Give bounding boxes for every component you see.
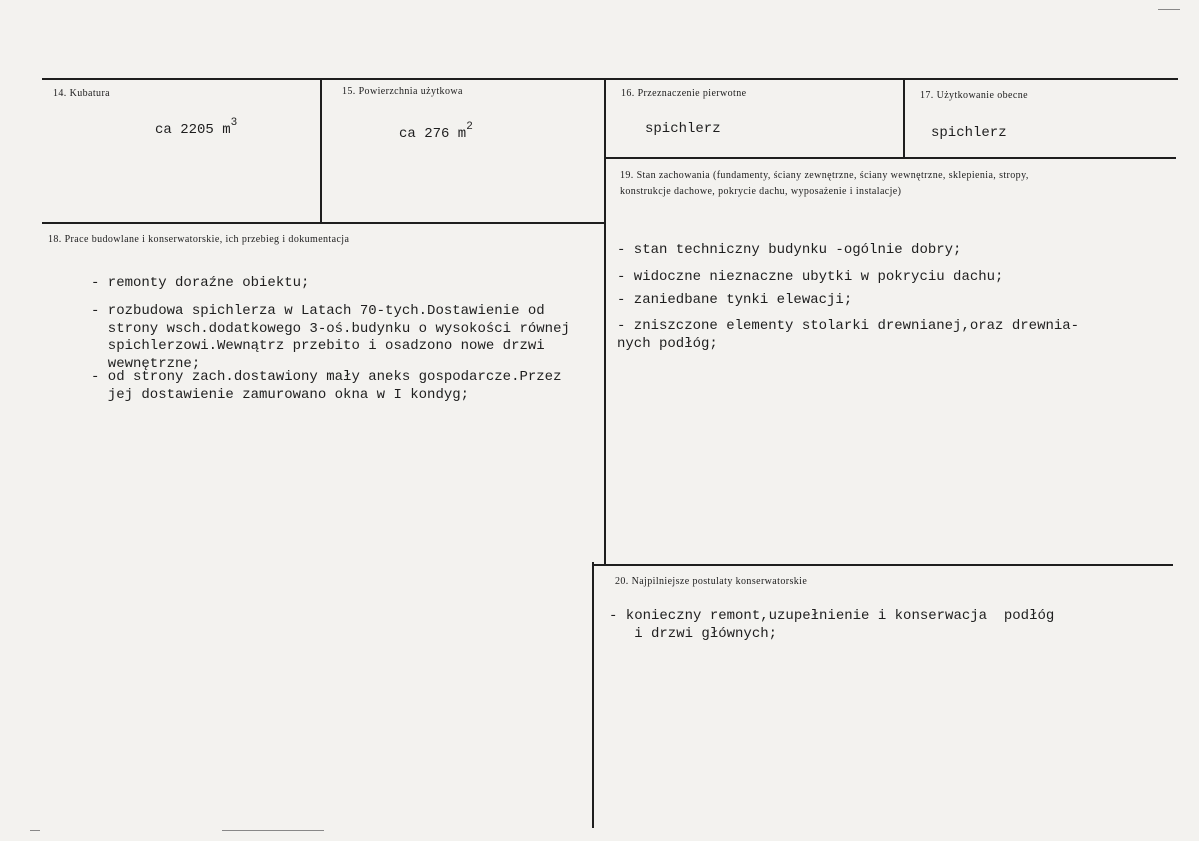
bottom-mark-left <box>30 830 40 831</box>
bottom-mark-mid <box>222 830 324 831</box>
przeznaczenie-label: 16. Przeznaczenie pierwotne <box>621 88 747 99</box>
divider-center-lower <box>592 562 594 828</box>
divider-16-17 <box>903 78 905 158</box>
stan-item: - widoczne nieznaczne ubytki w pokryciu dachu; <box>617 269 1004 285</box>
corner-mark <box>1158 9 1180 10</box>
stan-label: 19. Stan zachowania (fundamenty, ściany zewnętrzne, ściany wewnętrzne, sklepienia, stropy, konstrukcje dachowe, pokrycie dachu, wyposażenie i instalacje) <box>620 170 1029 197</box>
rule-above-20 <box>592 564 1173 566</box>
stan-item: - stan techniczny budynku -ogólnie dobry; <box>617 242 962 258</box>
przeznaczenie-value: spichlerz <box>645 121 721 137</box>
uzytkowanie-value: spichlerz <box>931 125 1007 141</box>
top-rule <box>42 78 1178 80</box>
powierzchnia-label: 15. Powierzchnia użytkowa <box>342 86 463 97</box>
rule-below-16-17 <box>604 157 1176 159</box>
kubatura-label: 14. Kubatura <box>53 88 111 99</box>
divider-14-15 <box>320 78 322 224</box>
stan-item: - zniszczone elementy stolarki drewnianej,oraz drewnia- nych podłóg; <box>617 318 1080 352</box>
postulaty-label: 20. Najpilniejsze postulaty konserwatorskie <box>615 576 808 587</box>
postulaty-item: - konieczny remont,uzupełnienie i konserwacja podłóg i drzwi głównych; <box>609 608 1055 642</box>
prace-item: - od strony zach.dostawiony mały aneks gospodarcze.Przez jej dostawienie zamurowano okna w I kondyg; <box>91 369 562 403</box>
prace-item: - remonty doraźne obiektu; <box>91 275 310 291</box>
stan-item: - zaniedbane tynki elewacji; <box>617 292 853 308</box>
prace-item: - rozbudowa spichlerza w Latach 70-tych.Dostawienie od strony wsch.dodatkowego 3-oś.budynku o wysokości równej spichlerzowi.Wewnątrz przebito i osadzono nowe drzwi wewnętrzne; <box>91 303 570 372</box>
prace-label: 18. Prace budowlane i konserwatorskie, ich przebieg i dokumentacja <box>48 234 350 245</box>
uzytkowanie-label: 17. Użytkowanie obecne <box>920 90 1028 101</box>
rule-below-14-15 <box>42 222 604 224</box>
kubatura-value: ca 2205 $m^3$ <box>155 117 238 138</box>
powierzchnia-value: ca 276 $m^2$ <box>399 121 473 142</box>
divider-center <box>604 78 606 564</box>
